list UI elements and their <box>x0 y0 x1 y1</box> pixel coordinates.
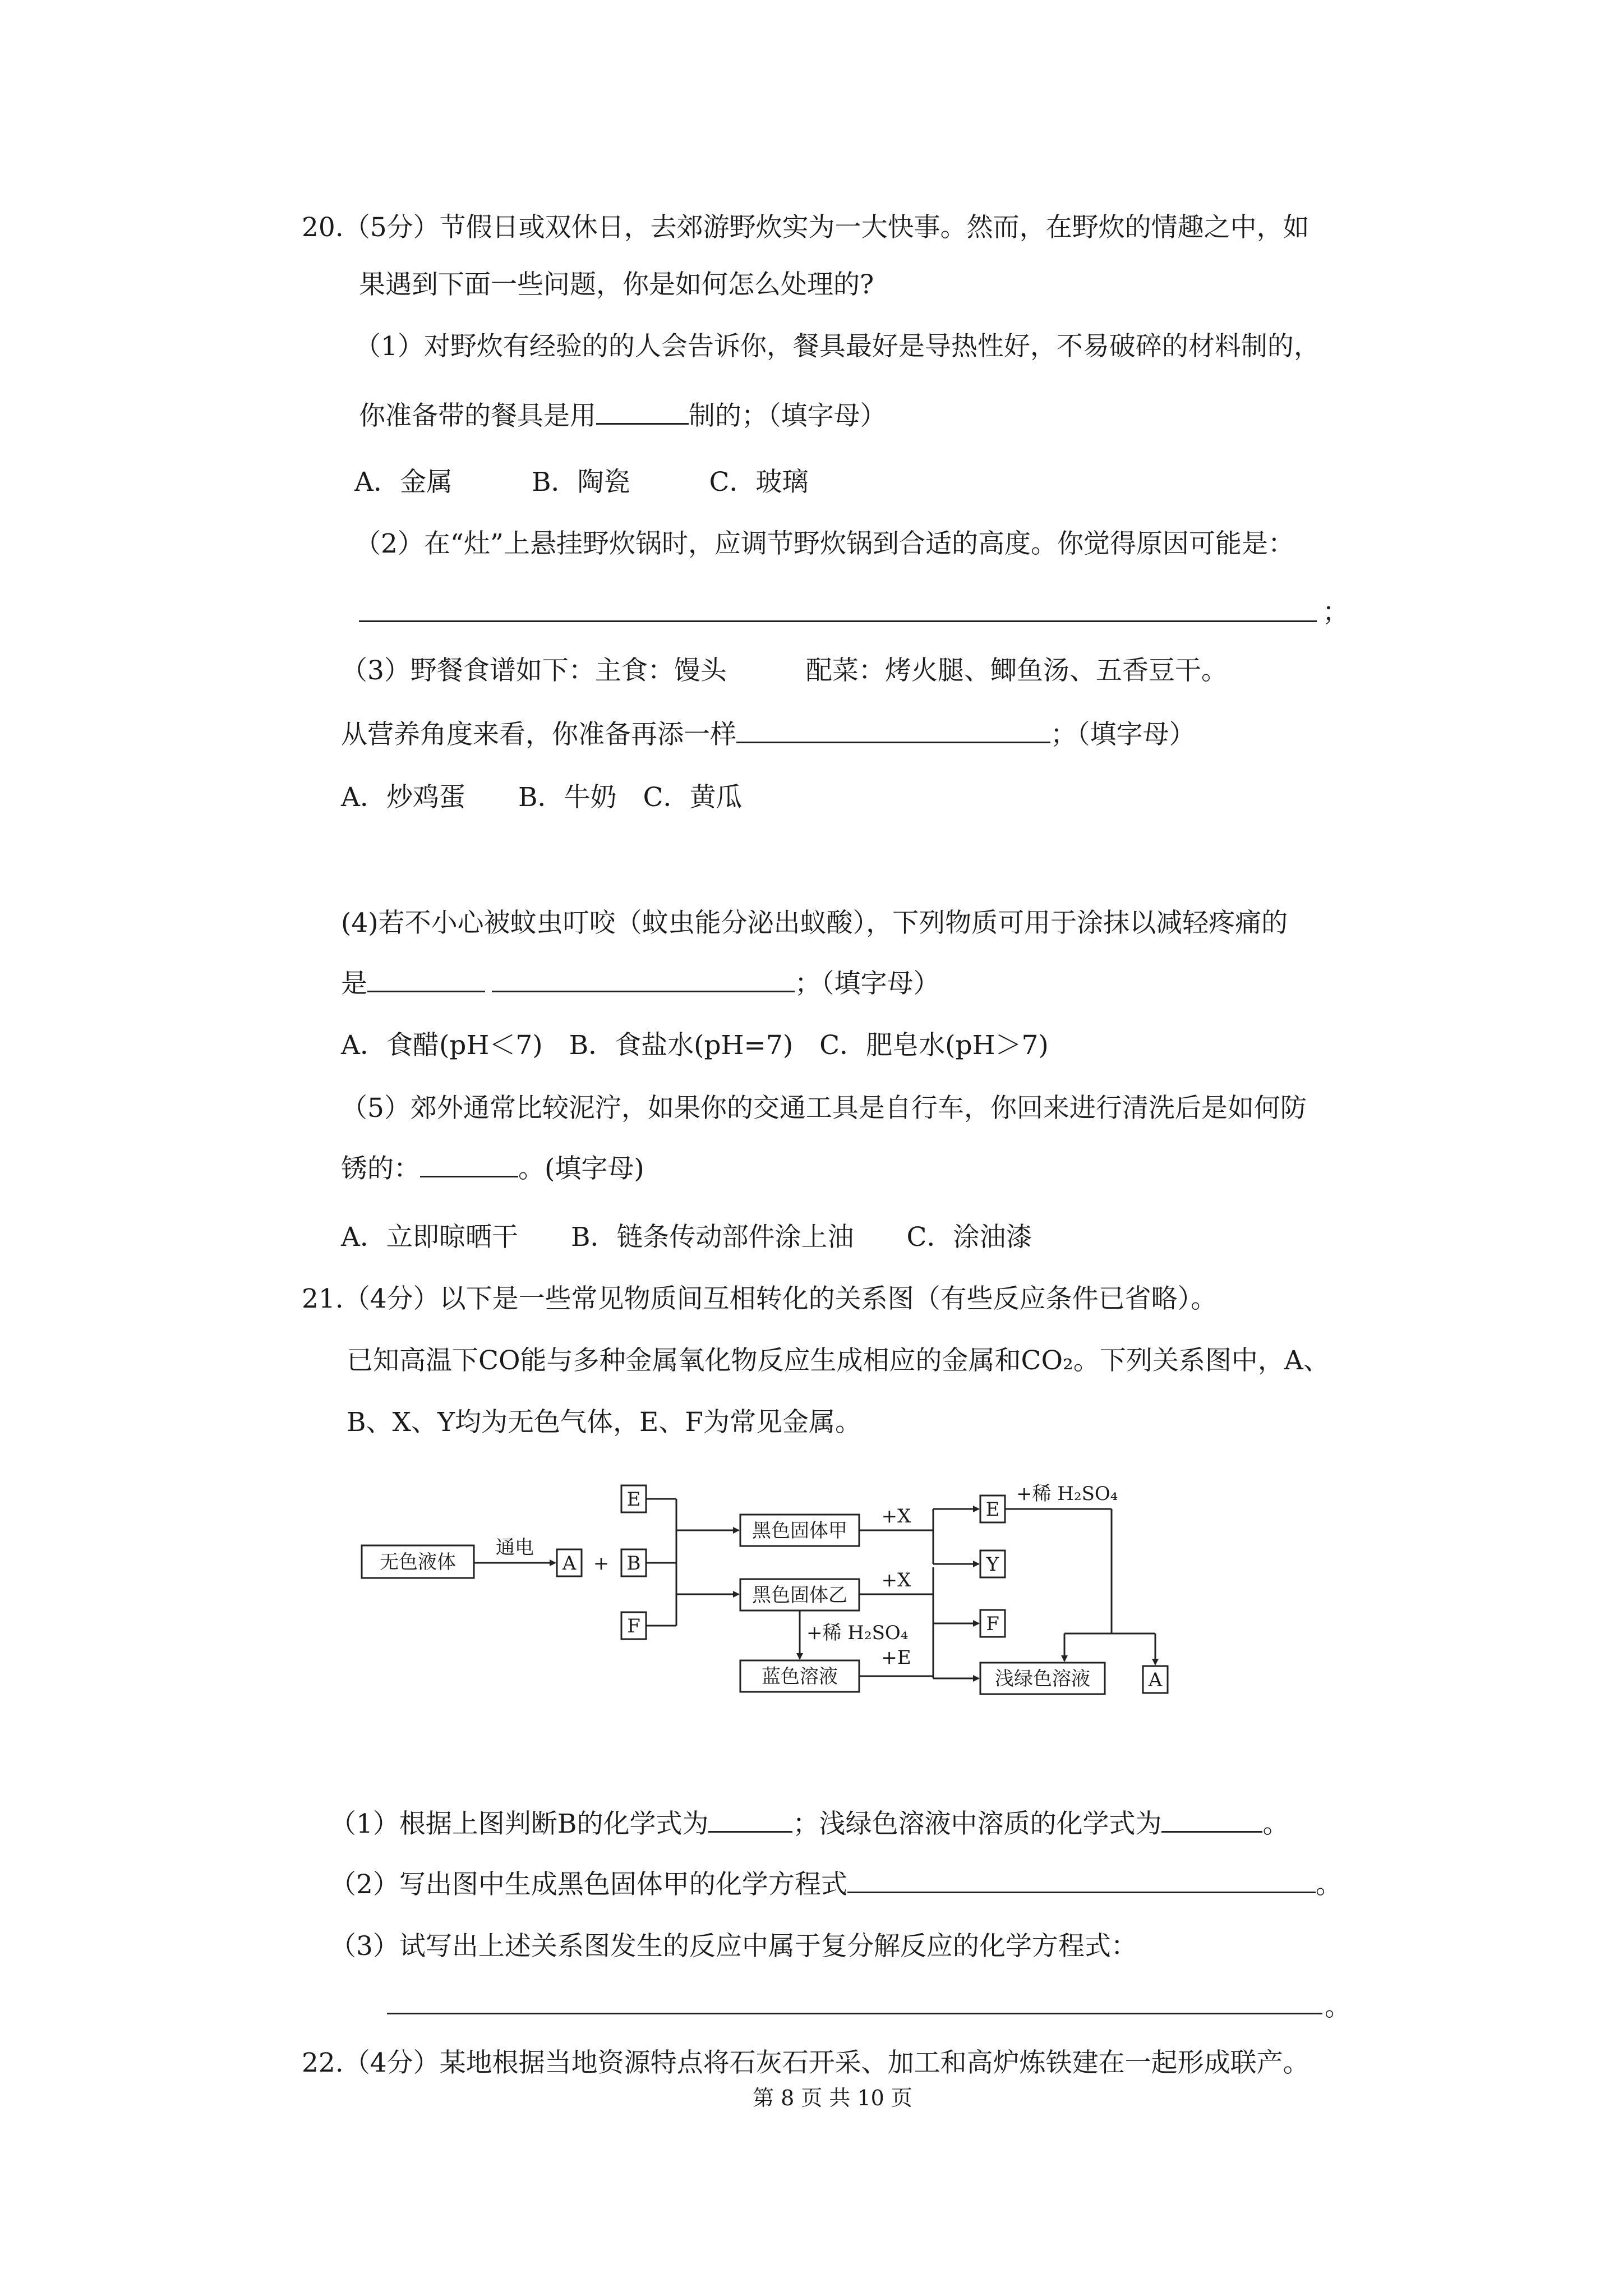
q20-part1-answer-blank[interactable] <box>596 422 689 425</box>
q20-part5-suffix: 。(填字母) <box>518 1153 644 1184</box>
q20-part3-options: A．炒鸡蛋 B．牛奶 C．黄瓜 <box>341 782 743 813</box>
q21-part1-answer-blank-solute[interactable] <box>1161 1830 1262 1833</box>
label-A-right: A <box>1148 1669 1163 1691</box>
q21-part2-suffix: 。 <box>1315 1869 1342 1900</box>
label-blue-solution: 蓝色溶液 <box>762 1665 838 1688</box>
q20-part5-options: A．立即晾晒干 B．链条传动部件涂上油 C．涂油漆 <box>341 1222 1032 1253</box>
q21-part1-answer-blank-B[interactable] <box>708 1830 792 1833</box>
q20-part2-answer-line[interactable] <box>359 620 1317 622</box>
q21-intro-1: 已知高温下CO能与多种金属氧化物反应生成相应的金属和CO₂。下列关系图中，A、 <box>347 1345 1330 1376</box>
q20-header: 20.（5分）节假日或双休日，去郊游野炊实为一大快事。然而，在野炊的情趣之中，如 <box>302 212 1310 243</box>
page-footer: 第 8 页 共 10 页 <box>753 2086 912 2110</box>
q20-part3-prefix: 从营养角度来看，你准备再添一样 <box>341 719 736 750</box>
q22-header: 22.（4分）某地根据当地资源特点将石灰石开采、加工和高炉炼铁建在一起形成联产。 <box>302 2047 1310 2078</box>
label-colorless-liquid: 无色液体 <box>380 1551 456 1573</box>
label-B: B <box>626 1552 641 1575</box>
q20-part1-prefix: 你准备带的餐具是用 <box>359 401 596 431</box>
q20-part4-answer-blank-1[interactable] <box>367 990 485 992</box>
label-F-right: F <box>986 1613 999 1635</box>
q20-part1-text: （1）对野炊有经验的的人会告诉你，餐具最好是导热性好，不易破碎的材料制的， <box>354 331 1320 362</box>
label-Y: Y <box>986 1553 999 1576</box>
q20-header-cont: 果遇到下面一些问题，你是如何怎么处理的? <box>359 269 874 300</box>
q20-part4-prefix: 是 <box>341 968 367 999</box>
label-plus: + <box>593 1552 610 1575</box>
q20-part5-prefix: 锈的： <box>341 1153 420 1184</box>
q20-part4-text: (4)若不小心被蚊虫叮咬（蚊虫能分泌出蚁酸），下列物质可用于涂抹以减轻疼痛的 <box>341 908 1288 938</box>
label-plus-X-1: +X <box>881 1505 911 1527</box>
reaction-diagram <box>336 1475 1211 1756</box>
label-plus-dilute-h2so4-2: +稀 H₂SO₄ <box>1016 1483 1118 1505</box>
q20-part4-options: A．食醋(pH＜7) B．食盐水(pH=7) C．肥皂水(pH＞7) <box>341 1030 1049 1061</box>
q21-part1-middle: ；浅绿色溶液中溶质的化学式为 <box>792 1809 1162 1839</box>
q21-header: 21.（4分）以下是一些常见物质间互相转化的关系图（有些反应条件已省略）。 <box>302 1283 1218 1314</box>
q21-part2 <box>330 1868 1342 1902</box>
q20-part3-question <box>341 718 1196 752</box>
label-E-top: E <box>626 1488 641 1511</box>
q21-part1-prefix: （1）根据上图判断B的化学式为 <box>330 1809 709 1839</box>
q20-part3-menu: （3）野餐食谱如下：主食：馒头 配菜：烤火腿、鲫鱼汤、五香豆干。 <box>341 655 1228 686</box>
q20-part4-question <box>341 967 940 1001</box>
label-electrolysis: 通电 <box>496 1536 534 1559</box>
label-light-green-solution: 浅绿色溶液 <box>995 1668 1090 1690</box>
q20-part2-text: （2）在“灶”上悬挂野炊锅时，应调节野炊锅到合适的高度。你觉得原因可能是： <box>354 528 1294 559</box>
q20-part5-text: （5）郊外通常比较泥泞，如果你的交通工具是自行车，你回来进行清洗后是如何防 <box>341 1093 1307 1124</box>
label-F-left: F <box>627 1615 640 1637</box>
q20-part5-answer-blank[interactable] <box>420 1175 518 1177</box>
label-black-solid-jia: 黑色固体甲 <box>752 1520 847 1542</box>
q20-part1-question <box>359 399 887 433</box>
q20-part3-answer-blank[interactable] <box>736 741 1050 743</box>
q20-part1-suffix: 制的；（填字母） <box>689 401 887 431</box>
q20-part4-suffix: ；（填字母） <box>795 968 940 999</box>
q20-part1-options: A．金属 B．陶瓷 C．玻璃 <box>354 467 809 498</box>
label-black-solid-yi: 黑色固体乙 <box>752 1584 847 1607</box>
q21-part2-prefix: （2）写出图中生成黑色固体甲的化学方程式 <box>330 1869 847 1900</box>
label-A: A <box>562 1552 577 1575</box>
label-plus-dilute-h2so4-1: +稀 H₂SO₄ <box>806 1622 909 1644</box>
q21-part1-suffix: 。 <box>1262 1809 1289 1839</box>
q21-part2-answer-blank[interactable] <box>847 1891 1316 1893</box>
q20-part5-question <box>341 1152 644 1186</box>
q20-part2-semicolon: ； <box>1322 597 1349 628</box>
q21-part3-end: 。 <box>1325 1991 1351 2022</box>
label-plus-E: +E <box>881 1646 911 1669</box>
label-E-right: E <box>985 1498 1000 1521</box>
label-plus-X-2: +X <box>881 1569 911 1591</box>
q21-intro-2: B、X、Y均为无色气体，E、F为常见金属。 <box>347 1407 861 1438</box>
q21-part1 <box>330 1807 1289 1841</box>
q20-part4-answer-blank-2[interactable] <box>492 990 795 992</box>
q21-part3-answer-line[interactable] <box>387 2013 1322 2014</box>
q21-part3: （3）试写出上述关系图发生的反应中属于复分解反应的化学方程式： <box>330 1931 1137 1962</box>
q20-part3-suffix: ；（填字母） <box>1050 719 1196 750</box>
